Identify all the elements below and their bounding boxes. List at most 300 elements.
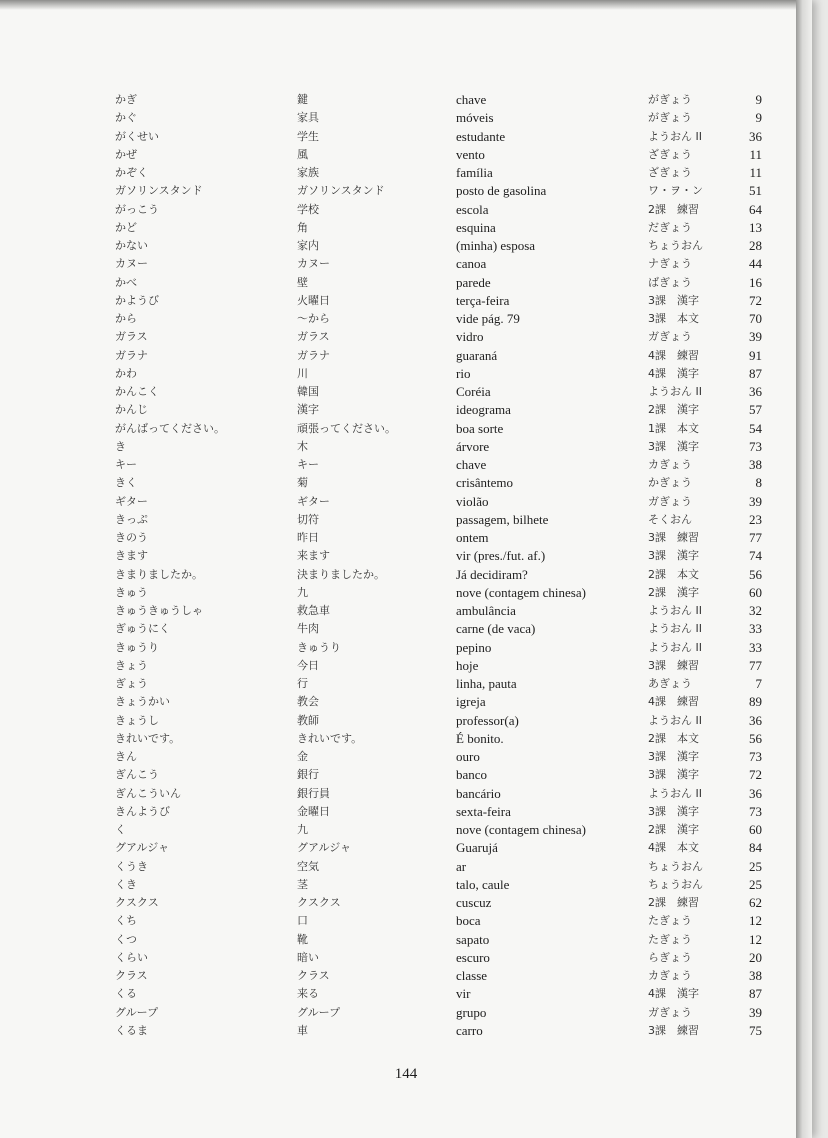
entry-kanji: 決まりましたか。 xyxy=(297,567,385,581)
entry-page-number: 25 xyxy=(749,876,762,892)
glossary-entry xyxy=(0,566,812,584)
entry-portuguese: bancário xyxy=(456,785,501,801)
entry-page-number: 84 xyxy=(749,840,762,856)
entry-kana: きのう xyxy=(115,531,148,544)
entry-kanji: 救急車 xyxy=(297,604,330,617)
entry-page-number: 77 xyxy=(749,530,762,545)
entry-kanji: 茎 xyxy=(297,877,308,891)
entry-page-number: 28 xyxy=(749,238,762,253)
entry-portuguese: vir xyxy=(456,986,471,1002)
glossary-entry xyxy=(0,438,812,456)
entry-lesson-ref: ようおん II xyxy=(648,786,702,800)
entry-kana: きゅうきゅうしゃ xyxy=(115,604,203,617)
glossary-entry xyxy=(0,912,812,930)
entry-lesson-ref: ガぎょう xyxy=(648,494,692,508)
entry-kana: ガソリンスタンド xyxy=(115,184,203,198)
entry-portuguese: banco xyxy=(456,767,488,783)
entry-portuguese: chave xyxy=(456,457,487,472)
glossary-entry xyxy=(0,274,812,292)
glossary-entry xyxy=(0,182,812,200)
entry-page-number: 23 xyxy=(749,511,762,527)
glossary-entry xyxy=(0,730,812,748)
entry-page-number: 91 xyxy=(749,347,762,363)
entry-page-number: 32 xyxy=(749,603,762,618)
entry-kana: クスクス xyxy=(115,896,159,909)
entry-lesson-ref: 3課 練習 xyxy=(648,658,699,672)
entry-lesson-ref: 4課 練習 xyxy=(648,348,699,362)
entry-kana: かわ xyxy=(115,366,137,380)
entry-lesson-ref: 4課 練習 xyxy=(648,695,699,709)
glossary-entry xyxy=(0,164,812,182)
entry-lesson-ref: ばぎょう xyxy=(648,275,692,289)
entry-kanji: 火曜日 xyxy=(297,293,330,307)
entry-kana: グループ xyxy=(115,1005,159,1019)
entry-kanji: 川 xyxy=(297,366,308,380)
glossary-entry xyxy=(0,493,812,511)
entry-lesson-ref: ざぎょう xyxy=(648,147,692,161)
entry-lesson-ref: ちょうおん xyxy=(648,859,703,873)
entry-lesson-ref: らぎょう xyxy=(648,950,692,964)
entry-page-number: 89 xyxy=(749,694,762,710)
glossary-entry xyxy=(0,328,812,346)
entry-page-number: 57 xyxy=(749,402,762,418)
entry-lesson-ref: だぎょう xyxy=(648,220,692,234)
entry-lesson-ref: ガぎょう xyxy=(648,330,692,344)
entry-portuguese: vidro xyxy=(456,329,484,345)
entry-page-number: 12 xyxy=(749,913,762,929)
entry-page-number: 9 xyxy=(755,92,762,107)
entry-kana: ガラナ xyxy=(115,348,148,362)
entry-page-number: 87 xyxy=(749,365,762,381)
entry-lesson-ref: 2課 練習 xyxy=(648,202,699,216)
page-number: 144 xyxy=(394,1066,418,1082)
entry-page-number: 38 xyxy=(749,968,762,983)
entry-kanji: 教師 xyxy=(297,713,319,727)
entry-kana: から xyxy=(115,312,137,325)
entry-page-number: 7 xyxy=(755,676,762,691)
entry-kanji: 鍵 xyxy=(297,93,308,106)
entry-kanji: 銀行員 xyxy=(297,786,330,800)
entry-kana: きん xyxy=(115,750,137,763)
entry-portuguese: crisântemo xyxy=(456,475,514,491)
entry-lesson-ref: 2課 漢字 xyxy=(648,403,699,417)
entry-page-number: 73 xyxy=(749,803,762,819)
entry-page-number: 60 xyxy=(749,822,762,837)
entry-kanji: 角 xyxy=(297,220,308,234)
entry-page-number: 36 xyxy=(749,384,762,399)
entry-lesson-ref: そくおん xyxy=(648,512,692,526)
glossary-entry xyxy=(0,602,812,620)
entry-kana: ぎんこういん xyxy=(115,786,181,800)
entry-kanji: 九 xyxy=(297,585,308,599)
entry-lesson-ref: カぎょう xyxy=(648,969,692,982)
entry-page-number: 74 xyxy=(749,548,762,564)
entry-lesson-ref: ようおん II xyxy=(648,640,702,654)
entry-lesson-ref: たぎょう xyxy=(648,914,692,928)
entry-page-number: 36 xyxy=(749,785,762,801)
entry-kanji: 来る xyxy=(297,987,319,1001)
glossary-entry xyxy=(0,985,812,1003)
entry-portuguese: boca xyxy=(456,913,481,929)
entry-kanji: 銀行 xyxy=(297,768,319,782)
entry-page-number: 38 xyxy=(749,457,762,472)
entry-kanji: 風 xyxy=(297,147,308,161)
entry-kana: きまりましたか。 xyxy=(115,567,203,581)
entry-kana: かない xyxy=(115,239,148,252)
entry-page-number: 75 xyxy=(749,1022,762,1038)
entry-kana: かべ xyxy=(115,275,137,289)
entry-kana: ぎょう xyxy=(115,677,148,690)
entry-lesson-ref: 3課 本文 xyxy=(648,312,699,325)
entry-kanji: クラス xyxy=(297,969,330,982)
glossary-entry xyxy=(0,201,812,219)
glossary-entry xyxy=(0,839,812,857)
entry-lesson-ref: ちょうおん xyxy=(648,877,703,891)
entry-kanji: ギター xyxy=(297,494,330,508)
entry-kana: くうき xyxy=(115,859,148,873)
entry-lesson-ref: 4課 本文 xyxy=(648,841,699,855)
entry-kana: くるま xyxy=(115,1023,148,1037)
entry-kanji: 口 xyxy=(297,914,308,928)
entry-portuguese: ideograma xyxy=(456,402,511,418)
entry-lesson-ref: ようおん II xyxy=(648,713,702,727)
glossary-entry xyxy=(0,529,812,547)
entry-portuguese: vento xyxy=(456,146,485,162)
entry-page-number: 11 xyxy=(749,146,762,162)
entry-lesson-ref: 2課 本文 xyxy=(648,567,699,581)
entry-page-number: 62 xyxy=(749,895,762,910)
entry-kana: ガラス xyxy=(115,330,148,344)
entry-portuguese: linha, pauta xyxy=(456,676,517,691)
glossary-entry xyxy=(0,128,812,146)
entry-portuguese: talo, caule xyxy=(456,876,510,892)
entry-kana: かんじ xyxy=(115,403,148,417)
entry-lesson-ref: 3課 練習 xyxy=(648,531,699,544)
entry-kanji: 教会 xyxy=(297,695,319,709)
entry-lesson-ref: たぎょう xyxy=(648,932,692,946)
entry-lesson-ref: ナぎょう xyxy=(648,257,692,271)
entry-kanji: 九 xyxy=(297,823,308,836)
entry-kana: きれいです。 xyxy=(115,731,181,745)
entry-kana: く xyxy=(115,823,126,836)
entry-portuguese: rio xyxy=(456,365,471,381)
entry-portuguese: sexta-feira xyxy=(456,803,511,819)
glossary-entry xyxy=(0,1022,812,1040)
entry-lesson-ref: がぎょう xyxy=(648,111,692,125)
entry-lesson-ref: 4課 漢字 xyxy=(648,987,699,1001)
entry-page-number: 9 xyxy=(755,110,762,126)
entry-lesson-ref: 2課 本文 xyxy=(648,731,699,745)
entry-portuguese: hoje xyxy=(456,657,479,673)
entry-page-number: 56 xyxy=(749,730,762,746)
entry-lesson-ref: ようおん II xyxy=(648,622,702,636)
entry-kana: かぎ xyxy=(115,93,137,106)
entry-kana: きょう xyxy=(115,658,148,672)
entry-portuguese: canoa xyxy=(456,256,487,272)
entry-lesson-ref: 3課 漢字 xyxy=(648,750,699,763)
glossary-entry xyxy=(0,657,812,675)
entry-kanji: 家内 xyxy=(297,239,319,252)
entry-kanji: 頑張ってください。 xyxy=(297,421,396,435)
entry-page-number: 25 xyxy=(749,858,762,874)
entry-portuguese: posto de gasolina xyxy=(456,183,547,199)
entry-page-number: 16 xyxy=(749,274,762,290)
entry-page-number: 54 xyxy=(749,420,762,436)
entry-portuguese: família xyxy=(456,165,493,180)
entry-portuguese: passagem, bilhete xyxy=(456,511,549,527)
entry-kana: くる xyxy=(115,987,137,1001)
entry-portuguese: pepino xyxy=(456,639,492,655)
entry-kanji: 木 xyxy=(297,439,308,453)
glossary-entry xyxy=(0,876,812,894)
glossary-entry xyxy=(0,967,812,985)
entry-portuguese: estudante xyxy=(456,128,506,144)
glossary-entry xyxy=(0,693,812,711)
glossary-entry xyxy=(0,547,812,565)
entry-kana: くつ xyxy=(115,932,137,946)
entry-portuguese: esquina xyxy=(456,219,496,235)
glossary-entry xyxy=(0,237,812,255)
entry-lesson-ref: 2課 漢字 xyxy=(648,585,699,599)
entry-kanji: 靴 xyxy=(297,932,308,946)
entry-kanji: 金 xyxy=(297,750,308,763)
glossary-entry xyxy=(0,511,812,529)
glossary-entry xyxy=(0,109,812,127)
entry-portuguese: nove (contagem chinesa) xyxy=(456,584,586,600)
entry-kanji: ガソリンスタンド xyxy=(297,184,385,198)
entry-kana: き xyxy=(115,439,126,453)
entry-portuguese: sapato xyxy=(456,931,490,947)
entry-page-number: 12 xyxy=(749,931,762,947)
entry-portuguese: carro xyxy=(456,1022,483,1038)
entry-kana: ぎゅうにく xyxy=(115,622,170,636)
entry-lesson-ref: 3課 漢字 xyxy=(648,439,699,453)
entry-portuguese: Guarujá xyxy=(456,840,498,856)
entry-page-number: 72 xyxy=(749,767,762,783)
entry-page-number: 72 xyxy=(749,292,762,308)
entry-kanji: 牛肉 xyxy=(297,622,319,636)
entry-page-number: 13 xyxy=(749,219,762,235)
entry-lesson-ref: ようおん II xyxy=(648,129,702,143)
entry-page-number: 8 xyxy=(755,475,762,491)
entry-kanji: 家族 xyxy=(297,166,319,179)
glossary-entry xyxy=(0,712,812,730)
entry-portuguese: (minha) esposa xyxy=(456,238,536,253)
entry-kana: きっぷ xyxy=(115,512,148,526)
glossary-entry xyxy=(0,365,812,383)
entry-kanji: キー xyxy=(297,458,319,471)
entry-portuguese: vir (pres./fut. af.) xyxy=(456,548,546,564)
entry-page-number: 70 xyxy=(749,311,762,326)
entry-kana: きょうかい xyxy=(115,695,170,709)
entry-kana: きょうし xyxy=(115,713,159,727)
entry-portuguese: ouro xyxy=(456,749,480,764)
entry-kana: かぐ xyxy=(115,111,137,125)
entry-kana: クラス xyxy=(115,969,148,982)
entry-portuguese: É bonito. xyxy=(456,730,504,746)
entry-portuguese: nove (contagem chinesa) xyxy=(456,822,586,837)
entry-page-number: 39 xyxy=(749,1004,762,1020)
glossary-entry xyxy=(0,584,812,602)
entry-portuguese: guaraná xyxy=(456,347,498,363)
entry-lesson-ref: 3課 漢字 xyxy=(648,293,699,307)
glossary-entry xyxy=(0,785,812,803)
entry-portuguese: boa sorte xyxy=(456,420,504,436)
glossary-entry xyxy=(0,766,812,784)
entry-lesson-ref: あぎょう xyxy=(648,677,692,690)
entry-page-number: 60 xyxy=(749,584,762,600)
glossary-entry xyxy=(0,310,812,328)
entry-portuguese: árvore xyxy=(456,438,490,454)
entry-lesson-ref: 3課 漢字 xyxy=(648,804,699,818)
entry-portuguese: igreja xyxy=(456,694,486,710)
entry-lesson-ref: かぎょう xyxy=(648,476,692,490)
entry-lesson-ref: 3課 漢字 xyxy=(648,549,699,563)
entry-kana: がんばってください。 xyxy=(115,421,225,435)
entry-portuguese: parede xyxy=(456,274,491,290)
entry-kanji: カヌー xyxy=(297,257,330,271)
entry-kana: ギター xyxy=(115,494,148,508)
entry-kana: キー xyxy=(115,458,137,471)
entry-lesson-ref: ワ・ヲ・ン xyxy=(648,184,703,198)
page-top-shadow xyxy=(0,0,812,10)
entry-portuguese: ambulância xyxy=(456,603,516,618)
entry-kanji: 壁 xyxy=(297,275,308,289)
entry-portuguese: cuscuz xyxy=(456,895,492,910)
entry-page-number: 36 xyxy=(749,712,762,728)
entry-portuguese: professor(a) xyxy=(456,712,519,728)
glossary-entry xyxy=(0,255,812,273)
entry-page-number: 33 xyxy=(749,639,762,655)
glossary-entry xyxy=(0,347,812,365)
entry-page-number: 39 xyxy=(749,329,762,345)
entry-portuguese: terça-feira xyxy=(456,292,510,308)
glossary-entry xyxy=(0,456,812,474)
entry-page-number: 87 xyxy=(749,986,762,1002)
entry-lesson-ref: 2課 練習 xyxy=(648,896,699,909)
entry-kanji: 金曜日 xyxy=(297,804,330,818)
entry-kanji: グループ xyxy=(297,1005,341,1019)
entry-kanji: 学生 xyxy=(297,129,319,143)
entry-kanji: 空気 xyxy=(297,859,319,873)
entry-lesson-ref: 3課 練習 xyxy=(648,1023,699,1037)
entry-kana: ぎんこう xyxy=(115,768,159,782)
entry-lesson-ref: ざぎょう xyxy=(648,166,692,179)
entry-portuguese: Coréia xyxy=(456,384,491,399)
entry-page-number: 64 xyxy=(749,201,762,217)
entry-kana: きく xyxy=(115,476,137,490)
entry-page-number: 73 xyxy=(749,438,762,454)
entry-lesson-ref: ようおん II xyxy=(648,604,702,617)
entry-page-number: 56 xyxy=(749,566,762,582)
entry-portuguese: ar xyxy=(456,858,467,874)
glossary-entry xyxy=(0,1004,812,1022)
entry-lesson-ref: ちょうおん xyxy=(648,239,703,252)
entry-kanji: 韓国 xyxy=(297,385,319,398)
entry-lesson-ref: 4課 漢字 xyxy=(648,366,699,380)
entry-kana: きゅう xyxy=(115,585,148,599)
entry-portuguese: ontem xyxy=(456,530,489,545)
entry-page-number: 77 xyxy=(749,657,762,673)
entry-kanji: 今日 xyxy=(297,658,319,672)
entry-page-number: 51 xyxy=(749,183,762,199)
glossary-entry xyxy=(0,675,812,693)
entry-kanji: グアルジャ xyxy=(297,841,352,855)
entry-kanji: ガラス xyxy=(297,330,330,344)
entry-kanji: きゅうり xyxy=(297,640,341,654)
glossary-entry xyxy=(0,949,812,967)
entry-portuguese: escola xyxy=(456,201,489,217)
entry-portuguese: escuro xyxy=(456,949,490,965)
entry-kanji: 暗い xyxy=(297,950,319,964)
entry-portuguese: móveis xyxy=(456,110,494,126)
entry-kanji: 家具 xyxy=(297,111,319,125)
entry-page-number: 44 xyxy=(749,256,762,272)
glossary-entry xyxy=(0,620,812,638)
entry-lesson-ref: カぎょう xyxy=(648,458,692,471)
glossary-entry xyxy=(0,821,812,839)
entry-kanji: 昨日 xyxy=(297,531,319,544)
entry-kana: きます xyxy=(115,549,148,563)
entry-kanji: 行 xyxy=(297,677,308,690)
entry-kana: かど xyxy=(115,220,137,234)
entry-lesson-ref: がぎょう xyxy=(648,93,692,106)
glossary-entry xyxy=(0,894,812,912)
entry-kana: がくせい xyxy=(115,129,159,143)
entry-kanji: 来ます xyxy=(297,549,330,563)
entry-portuguese: chave xyxy=(456,92,487,107)
glossary-entry xyxy=(0,401,812,419)
glossary-entry xyxy=(0,91,812,109)
glossary-entry xyxy=(0,146,812,164)
entry-lesson-ref: 3課 漢字 xyxy=(648,768,699,782)
entry-kana: かぜ xyxy=(115,147,137,161)
entry-kana: かんこく xyxy=(115,385,159,398)
entry-kana: くらい xyxy=(115,950,148,964)
entry-kana: かようび xyxy=(115,293,159,307)
entry-kana: くち xyxy=(115,914,137,928)
entry-kana: がっこう xyxy=(115,202,159,216)
entry-kanji: きれいです。 xyxy=(297,731,363,745)
entry-page-number: 39 xyxy=(749,493,762,509)
glossary-entry xyxy=(0,748,812,766)
glossary-entry xyxy=(0,292,812,310)
entry-page-number: 11 xyxy=(749,165,762,180)
entry-kana: カヌー xyxy=(115,257,148,271)
entry-kanji: 学校 xyxy=(297,202,319,216)
entry-kanji: 車 xyxy=(297,1023,308,1037)
entry-kanji: 〜から xyxy=(297,312,330,325)
entry-kana: きんようび xyxy=(115,804,170,818)
glossary-entry xyxy=(0,383,812,401)
glossary-entry xyxy=(0,803,812,821)
entry-lesson-ref: 2課 漢字 xyxy=(648,823,699,836)
entry-kana: くき xyxy=(115,877,137,891)
glossary-entry xyxy=(0,931,812,949)
entry-kana: かぞく xyxy=(115,166,148,179)
entry-lesson-ref: 1課 本文 xyxy=(648,421,699,435)
entry-kanji: ガラナ xyxy=(297,348,330,362)
entry-portuguese: classe xyxy=(456,968,488,983)
entry-kanji: 漢字 xyxy=(297,403,319,417)
entry-page-number: 73 xyxy=(749,749,762,764)
glossary-entry xyxy=(0,858,812,876)
glossary-entry xyxy=(0,639,812,657)
entry-page-number: 33 xyxy=(749,621,762,637)
glossary-list xyxy=(0,91,812,1040)
entry-portuguese: violão xyxy=(456,493,489,509)
entry-page-number: 20 xyxy=(749,949,762,965)
